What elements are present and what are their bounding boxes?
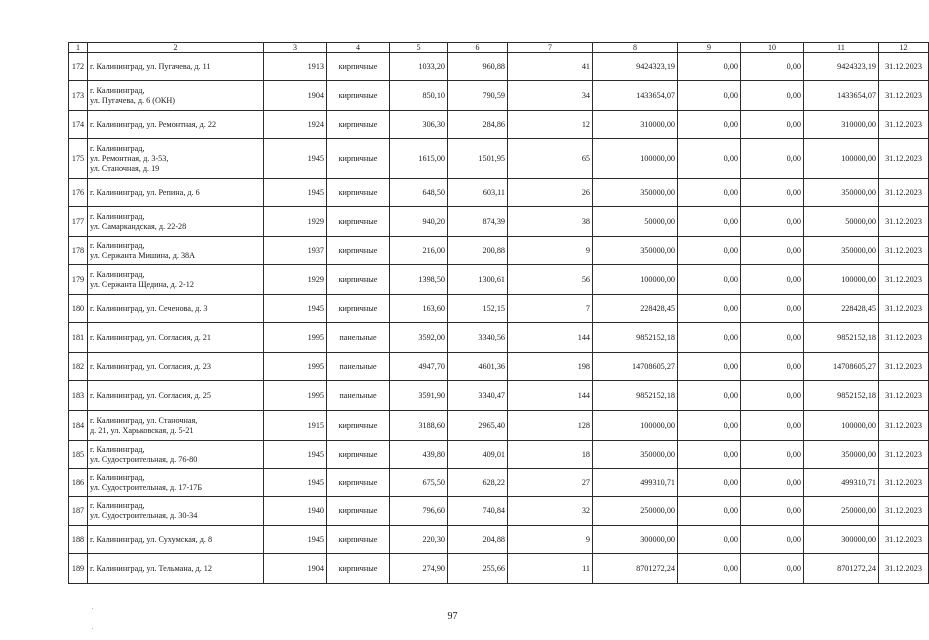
table-row — [69, 381, 929, 411]
address-line: г. Калининград, ул. Согласия, д. 25 — [90, 390, 211, 400]
deadline-cell: 31.12.2023 — [879, 81, 929, 111]
row-number: 177 — [69, 207, 88, 237]
cost-total-cell: 228428,45 — [593, 295, 678, 323]
area-living-cell: 255,66 — [448, 554, 508, 584]
cost-owners-cell: 310000,00 — [804, 111, 879, 139]
year-cell: 1924 — [264, 111, 327, 139]
area-living-cell: 2965,40 — [448, 411, 508, 441]
table-row — [69, 295, 929, 323]
year-cell: 1904 — [264, 81, 327, 111]
address-cell — [88, 265, 264, 295]
column-header-6: 6 — [448, 43, 508, 53]
cost-total-cell: 250000,00 — [593, 497, 678, 526]
residents-cell: 56 — [508, 265, 593, 295]
cost-owners-cell: 14708605,27 — [804, 353, 879, 381]
column-header-9: 9 — [678, 43, 741, 53]
cost-budget-cell: 0,00 — [741, 469, 804, 497]
address-line: г. Калининград, ул. Ремонтная, д. 22 — [90, 119, 217, 129]
row-number: 185 — [69, 441, 88, 469]
address-cell — [88, 411, 264, 441]
address-line: ул. Судостроительная, д. 30-34 — [90, 511, 198, 520]
cost-total-cell: 9852152,18 — [593, 323, 678, 353]
cost-budget-cell: 0,00 — [741, 526, 804, 554]
table-header-row — [69, 43, 929, 53]
cost-fund-cell: 0,00 — [678, 441, 741, 469]
cost-fund-cell: 0,00 — [678, 526, 741, 554]
cost-budget-cell: 0,00 — [741, 139, 804, 179]
deadline-cell: 31.12.2023 — [879, 469, 929, 497]
year-cell: 1945 — [264, 469, 327, 497]
residents-cell: 27 — [508, 469, 593, 497]
row-number: 172 — [69, 53, 88, 81]
table-row — [69, 554, 929, 584]
area-living-cell: 4601,36 — [448, 353, 508, 381]
column-header-2: 2 — [88, 43, 264, 53]
address-line: г. Калининград, ул. Согласия, д. 23 — [90, 361, 211, 371]
area-living-cell: 740,84 — [448, 497, 508, 526]
page-number: 97 — [447, 611, 458, 622]
cost-total-cell: 310000,00 — [593, 111, 678, 139]
year-cell: 1945 — [264, 526, 327, 554]
area-total-cell: 220,30 — [390, 526, 448, 554]
residents-cell: 32 — [508, 497, 593, 526]
column-header-4: 4 — [327, 43, 390, 53]
document-page — [68, 42, 922, 584]
cost-owners-cell: 100000,00 — [804, 139, 879, 179]
year-cell: 1929 — [264, 265, 327, 295]
scan-speck — [92, 628, 93, 629]
year-cell: 1929 — [264, 207, 327, 237]
deadline-cell: 31.12.2023 — [879, 207, 929, 237]
material-cell: кирпичные — [327, 111, 390, 139]
cost-fund-cell: 0,00 — [678, 469, 741, 497]
year-cell: 1995 — [264, 323, 327, 353]
column-header-11: 11 — [804, 43, 879, 53]
material-cell: панельные — [327, 353, 390, 381]
scan-speck — [92, 608, 93, 609]
cost-total-cell: 300000,00 — [593, 526, 678, 554]
residents-cell: 11 — [508, 554, 593, 584]
area-total-cell: 675,50 — [390, 469, 448, 497]
cost-budget-cell: 0,00 — [741, 81, 804, 111]
area-living-cell: 1501,95 — [448, 139, 508, 179]
row-number: 182 — [69, 353, 88, 381]
column-header-1: 1 — [69, 43, 88, 53]
cost-total-cell: 100000,00 — [593, 265, 678, 295]
table-row — [69, 353, 929, 381]
deadline-cell: 31.12.2023 — [879, 554, 929, 584]
area-total-cell: 439,80 — [390, 441, 448, 469]
address-line: г. Калининград, — [90, 240, 145, 250]
cost-owners-cell: 300000,00 — [804, 526, 879, 554]
material-cell: панельные — [327, 323, 390, 353]
cost-total-cell: 350000,00 — [593, 441, 678, 469]
material-cell: кирпичные — [327, 441, 390, 469]
cost-budget-cell: 0,00 — [741, 237, 804, 265]
row-number: 187 — [69, 497, 88, 526]
address-cell — [88, 207, 264, 237]
material-cell: кирпичные — [327, 207, 390, 237]
table-row — [69, 207, 929, 237]
table-row — [69, 469, 929, 497]
cost-total-cell: 14708605,27 — [593, 353, 678, 381]
table-body — [69, 53, 929, 584]
address-cell — [88, 237, 264, 265]
table-row — [69, 53, 929, 81]
cost-fund-cell: 0,00 — [678, 179, 741, 207]
area-living-cell: 790,59 — [448, 81, 508, 111]
area-total-cell: 3591,90 — [390, 381, 448, 411]
column-header-10: 10 — [741, 43, 804, 53]
cost-budget-cell: 0,00 — [741, 441, 804, 469]
address-line: г. Калининград, — [90, 85, 145, 95]
residents-cell: 12 — [508, 111, 593, 139]
area-living-cell: 152,15 — [448, 295, 508, 323]
area-total-cell: 274,90 — [390, 554, 448, 584]
cost-budget-cell: 0,00 — [741, 411, 804, 441]
cost-fund-cell: 0,00 — [678, 295, 741, 323]
address-cell — [88, 179, 264, 207]
area-living-cell: 200,88 — [448, 237, 508, 265]
area-total-cell: 4947,70 — [390, 353, 448, 381]
cost-fund-cell: 0,00 — [678, 139, 741, 179]
area-total-cell: 3592,00 — [390, 323, 448, 353]
address-line: г. Калининград, ул. Сеченова, д. 3 — [90, 303, 208, 313]
column-header-5: 5 — [390, 43, 448, 53]
address-line: д. 21, ул. Харьковская, д. 5-21 — [90, 425, 194, 435]
cost-fund-cell: 0,00 — [678, 207, 741, 237]
year-cell: 1913 — [264, 53, 327, 81]
address-cell — [88, 323, 264, 353]
area-living-cell: 628,22 — [448, 469, 508, 497]
residents-cell: 144 — [508, 323, 593, 353]
address-line: г. Калининград, — [90, 269, 145, 279]
area-total-cell: 796,60 — [390, 497, 448, 526]
deadline-cell: 31.12.2023 — [879, 111, 929, 139]
cost-fund-cell: 0,00 — [678, 411, 741, 441]
cost-total-cell: 9852152,18 — [593, 381, 678, 411]
address-cell — [88, 139, 264, 179]
cost-fund-cell: 0,00 — [678, 497, 741, 526]
row-number: 174 — [69, 111, 88, 139]
residents-cell: 9 — [508, 237, 593, 265]
year-cell: 1945 — [264, 179, 327, 207]
address-line: ул. Пугачева, д. 6 (ОКН) — [90, 95, 175, 105]
area-living-cell: 409,01 — [448, 441, 508, 469]
material-cell: кирпичные — [327, 554, 390, 584]
residents-cell: 41 — [508, 53, 593, 81]
table-row — [69, 526, 929, 554]
cost-budget-cell: 0,00 — [741, 111, 804, 139]
cost-fund-cell: 0,00 — [678, 381, 741, 411]
table-row — [69, 265, 929, 295]
row-number: 186 — [69, 469, 88, 497]
row-number: 180 — [69, 295, 88, 323]
area-total-cell: 306,30 — [390, 111, 448, 139]
address-cell — [88, 353, 264, 381]
table-row — [69, 111, 929, 139]
year-cell: 1995 — [264, 353, 327, 381]
cost-total-cell: 350000,00 — [593, 237, 678, 265]
material-cell: кирпичные — [327, 411, 390, 441]
material-cell: кирпичные — [327, 295, 390, 323]
address-line: ул. Сержанта Щедина, д. 2-12 — [90, 279, 194, 289]
cost-budget-cell: 0,00 — [741, 554, 804, 584]
deadline-cell: 31.12.2023 — [879, 497, 929, 526]
deadline-cell: 31.12.2023 — [879, 139, 929, 179]
material-cell: кирпичные — [327, 139, 390, 179]
address-line: г. Калининград, ул. Согласия, д. 21 — [90, 332, 211, 342]
table-row — [69, 441, 929, 469]
address-line: г. Калининград, — [90, 211, 145, 221]
address-cell — [88, 469, 264, 497]
area-total-cell: 3188,60 — [390, 411, 448, 441]
material-cell: кирпичные — [327, 53, 390, 81]
area-living-cell: 3340,56 — [448, 323, 508, 353]
deadline-cell: 31.12.2023 — [879, 526, 929, 554]
cost-budget-cell: 0,00 — [741, 265, 804, 295]
row-number: 173 — [69, 81, 88, 111]
cost-owners-cell: 50000,00 — [804, 207, 879, 237]
material-cell: кирпичные — [327, 469, 390, 497]
cost-total-cell: 350000,00 — [593, 179, 678, 207]
address-cell — [88, 295, 264, 323]
area-living-cell: 1300,61 — [448, 265, 508, 295]
cost-owners-cell: 100000,00 — [804, 265, 879, 295]
row-number: 183 — [69, 381, 88, 411]
deadline-cell: 31.12.2023 — [879, 179, 929, 207]
area-total-cell: 1615,00 — [390, 139, 448, 179]
cost-budget-cell: 0,00 — [741, 497, 804, 526]
area-total-cell: 163,60 — [390, 295, 448, 323]
address-line: г. Калининград, ул. Репина, д. 6 — [90, 187, 200, 197]
column-header-7: 7 — [508, 43, 593, 53]
cost-fund-cell: 0,00 — [678, 237, 741, 265]
address-line: г. Калининград, — [90, 501, 145, 510]
area-living-cell: 603,11 — [448, 179, 508, 207]
address-line: ул. Сержанта Мишина, д. 38А — [90, 250, 196, 260]
row-number: 188 — [69, 526, 88, 554]
cost-total-cell: 499310,71 — [593, 469, 678, 497]
row-number: 189 — [69, 554, 88, 584]
address-cell — [88, 53, 264, 81]
area-total-cell: 1398,50 — [390, 265, 448, 295]
deadline-cell: 31.12.2023 — [879, 381, 929, 411]
address-cell — [88, 111, 264, 139]
address-cell — [88, 497, 264, 526]
cost-fund-cell: 0,00 — [678, 323, 741, 353]
address-line: ул. Судостроительная, д. 76-80 — [90, 454, 198, 464]
residents-cell: 26 — [508, 179, 593, 207]
cost-owners-cell: 350000,00 — [804, 237, 879, 265]
table-row — [69, 323, 929, 353]
cost-owners-cell: 9852152,18 — [804, 381, 879, 411]
cost-total-cell: 100000,00 — [593, 411, 678, 441]
address-line: г. Калининград, — [90, 143, 145, 153]
year-cell: 1945 — [264, 139, 327, 179]
cost-budget-cell: 0,00 — [741, 207, 804, 237]
area-total-cell: 850,10 — [390, 81, 448, 111]
address-line: ул. Ремонтная, д. 3-53, — [90, 153, 169, 163]
address-cell — [88, 526, 264, 554]
cost-fund-cell: 0,00 — [678, 111, 741, 139]
cost-owners-cell: 499310,71 — [804, 469, 879, 497]
row-number: 181 — [69, 323, 88, 353]
area-living-cell: 960,88 — [448, 53, 508, 81]
cost-fund-cell: 0,00 — [678, 265, 741, 295]
cost-budget-cell: 0,00 — [741, 381, 804, 411]
housing-table — [68, 42, 929, 584]
cost-total-cell: 50000,00 — [593, 207, 678, 237]
deadline-cell: 31.12.2023 — [879, 411, 929, 441]
deadline-cell: 31.12.2023 — [879, 237, 929, 265]
material-cell: кирпичные — [327, 81, 390, 111]
cost-budget-cell: 0,00 — [741, 353, 804, 381]
area-total-cell: 1033,20 — [390, 53, 448, 81]
address-line: г. Калининград, ул. Станочная, — [90, 415, 198, 425]
row-number: 179 — [69, 265, 88, 295]
table-row — [69, 411, 929, 441]
deadline-cell: 31.12.2023 — [879, 353, 929, 381]
material-cell: кирпичные — [327, 497, 390, 526]
address-line: г. Калининград, — [90, 444, 145, 454]
material-cell: панельные — [327, 381, 390, 411]
address-line: г. Калининград, — [90, 472, 145, 482]
cost-budget-cell: 0,00 — [741, 323, 804, 353]
residents-cell: 38 — [508, 207, 593, 237]
area-living-cell: 3340,47 — [448, 381, 508, 411]
area-total-cell: 940,20 — [390, 207, 448, 237]
cost-total-cell: 8701272,24 — [593, 554, 678, 584]
area-living-cell: 204,88 — [448, 526, 508, 554]
deadline-cell: 31.12.2023 — [879, 323, 929, 353]
cost-owners-cell: 1433654,07 — [804, 81, 879, 111]
deadline-cell: 31.12.2023 — [879, 441, 929, 469]
residents-cell: 65 — [508, 139, 593, 179]
cost-owners-cell: 350000,00 — [804, 179, 879, 207]
area-living-cell: 284,86 — [448, 111, 508, 139]
cost-total-cell: 1433654,07 — [593, 81, 678, 111]
residents-cell: 18 — [508, 441, 593, 469]
address-line: ул. Самаркандская, д. 22-28 — [90, 221, 187, 231]
year-cell: 1995 — [264, 381, 327, 411]
year-cell: 1945 — [264, 295, 327, 323]
residents-cell: 198 — [508, 353, 593, 381]
year-cell: 1915 — [264, 411, 327, 441]
material-cell: кирпичные — [327, 526, 390, 554]
cost-owners-cell: 8701272,24 — [804, 554, 879, 584]
cost-owners-cell: 9424323,19 — [804, 53, 879, 81]
row-number: 175 — [69, 139, 88, 179]
material-cell: кирпичные — [327, 179, 390, 207]
residents-cell: 144 — [508, 381, 593, 411]
address-line: ул. Судостроительная, д. 17-17Б — [90, 482, 203, 492]
residents-cell: 128 — [508, 411, 593, 441]
address-cell — [88, 81, 264, 111]
column-header-8: 8 — [593, 43, 678, 53]
address-line: г. Калининград, ул. Тельмана, д. 12 — [90, 563, 212, 573]
area-living-cell: 874,39 — [448, 207, 508, 237]
material-cell: кирпичные — [327, 237, 390, 265]
deadline-cell: 31.12.2023 — [879, 295, 929, 323]
column-header-12: 12 — [879, 43, 929, 53]
year-cell: 1940 — [264, 497, 327, 526]
cost-budget-cell: 0,00 — [741, 53, 804, 81]
row-number: 176 — [69, 179, 88, 207]
residents-cell: 34 — [508, 81, 593, 111]
cost-fund-cell: 0,00 — [678, 81, 741, 111]
year-cell: 1937 — [264, 237, 327, 265]
cost-budget-cell: 0,00 — [741, 295, 804, 323]
address-line: ул. Станочная, д. 19 — [90, 163, 160, 173]
residents-cell: 7 — [508, 295, 593, 323]
address-cell — [88, 554, 264, 584]
cost-owners-cell: 9852152,18 — [804, 323, 879, 353]
cost-total-cell: 100000,00 — [593, 139, 678, 179]
row-number: 184 — [69, 411, 88, 441]
cost-owners-cell: 250000,00 — [804, 497, 879, 526]
cost-owners-cell: 100000,00 — [804, 411, 879, 441]
address-cell — [88, 381, 264, 411]
cost-owners-cell: 350000,00 — [804, 441, 879, 469]
table-row — [69, 179, 929, 207]
table-row — [69, 497, 929, 526]
address-line: г. Калининград, ул. Сухумская, д. 8 — [90, 534, 213, 544]
year-cell: 1945 — [264, 441, 327, 469]
deadline-cell: 31.12.2023 — [879, 53, 929, 81]
residents-cell: 9 — [508, 526, 593, 554]
area-total-cell: 648,50 — [390, 179, 448, 207]
table-row — [69, 81, 929, 111]
cost-fund-cell: 0,00 — [678, 554, 741, 584]
cost-fund-cell: 0,00 — [678, 353, 741, 381]
row-number: 178 — [69, 237, 88, 265]
table-row — [69, 237, 929, 265]
table-row — [69, 139, 929, 179]
area-total-cell: 216,00 — [390, 237, 448, 265]
deadline-cell: 31.12.2023 — [879, 265, 929, 295]
material-cell: кирпичные — [327, 265, 390, 295]
cost-fund-cell: 0,00 — [678, 53, 741, 81]
year-cell: 1904 — [264, 554, 327, 584]
column-header-3: 3 — [264, 43, 327, 53]
cost-total-cell: 9424323,19 — [593, 53, 678, 81]
address-cell — [88, 441, 264, 469]
address-line: г. Калининград, ул. Пугачева, д. 11 — [90, 61, 211, 71]
cost-budget-cell: 0,00 — [741, 179, 804, 207]
cost-owners-cell: 228428,45 — [804, 295, 879, 323]
